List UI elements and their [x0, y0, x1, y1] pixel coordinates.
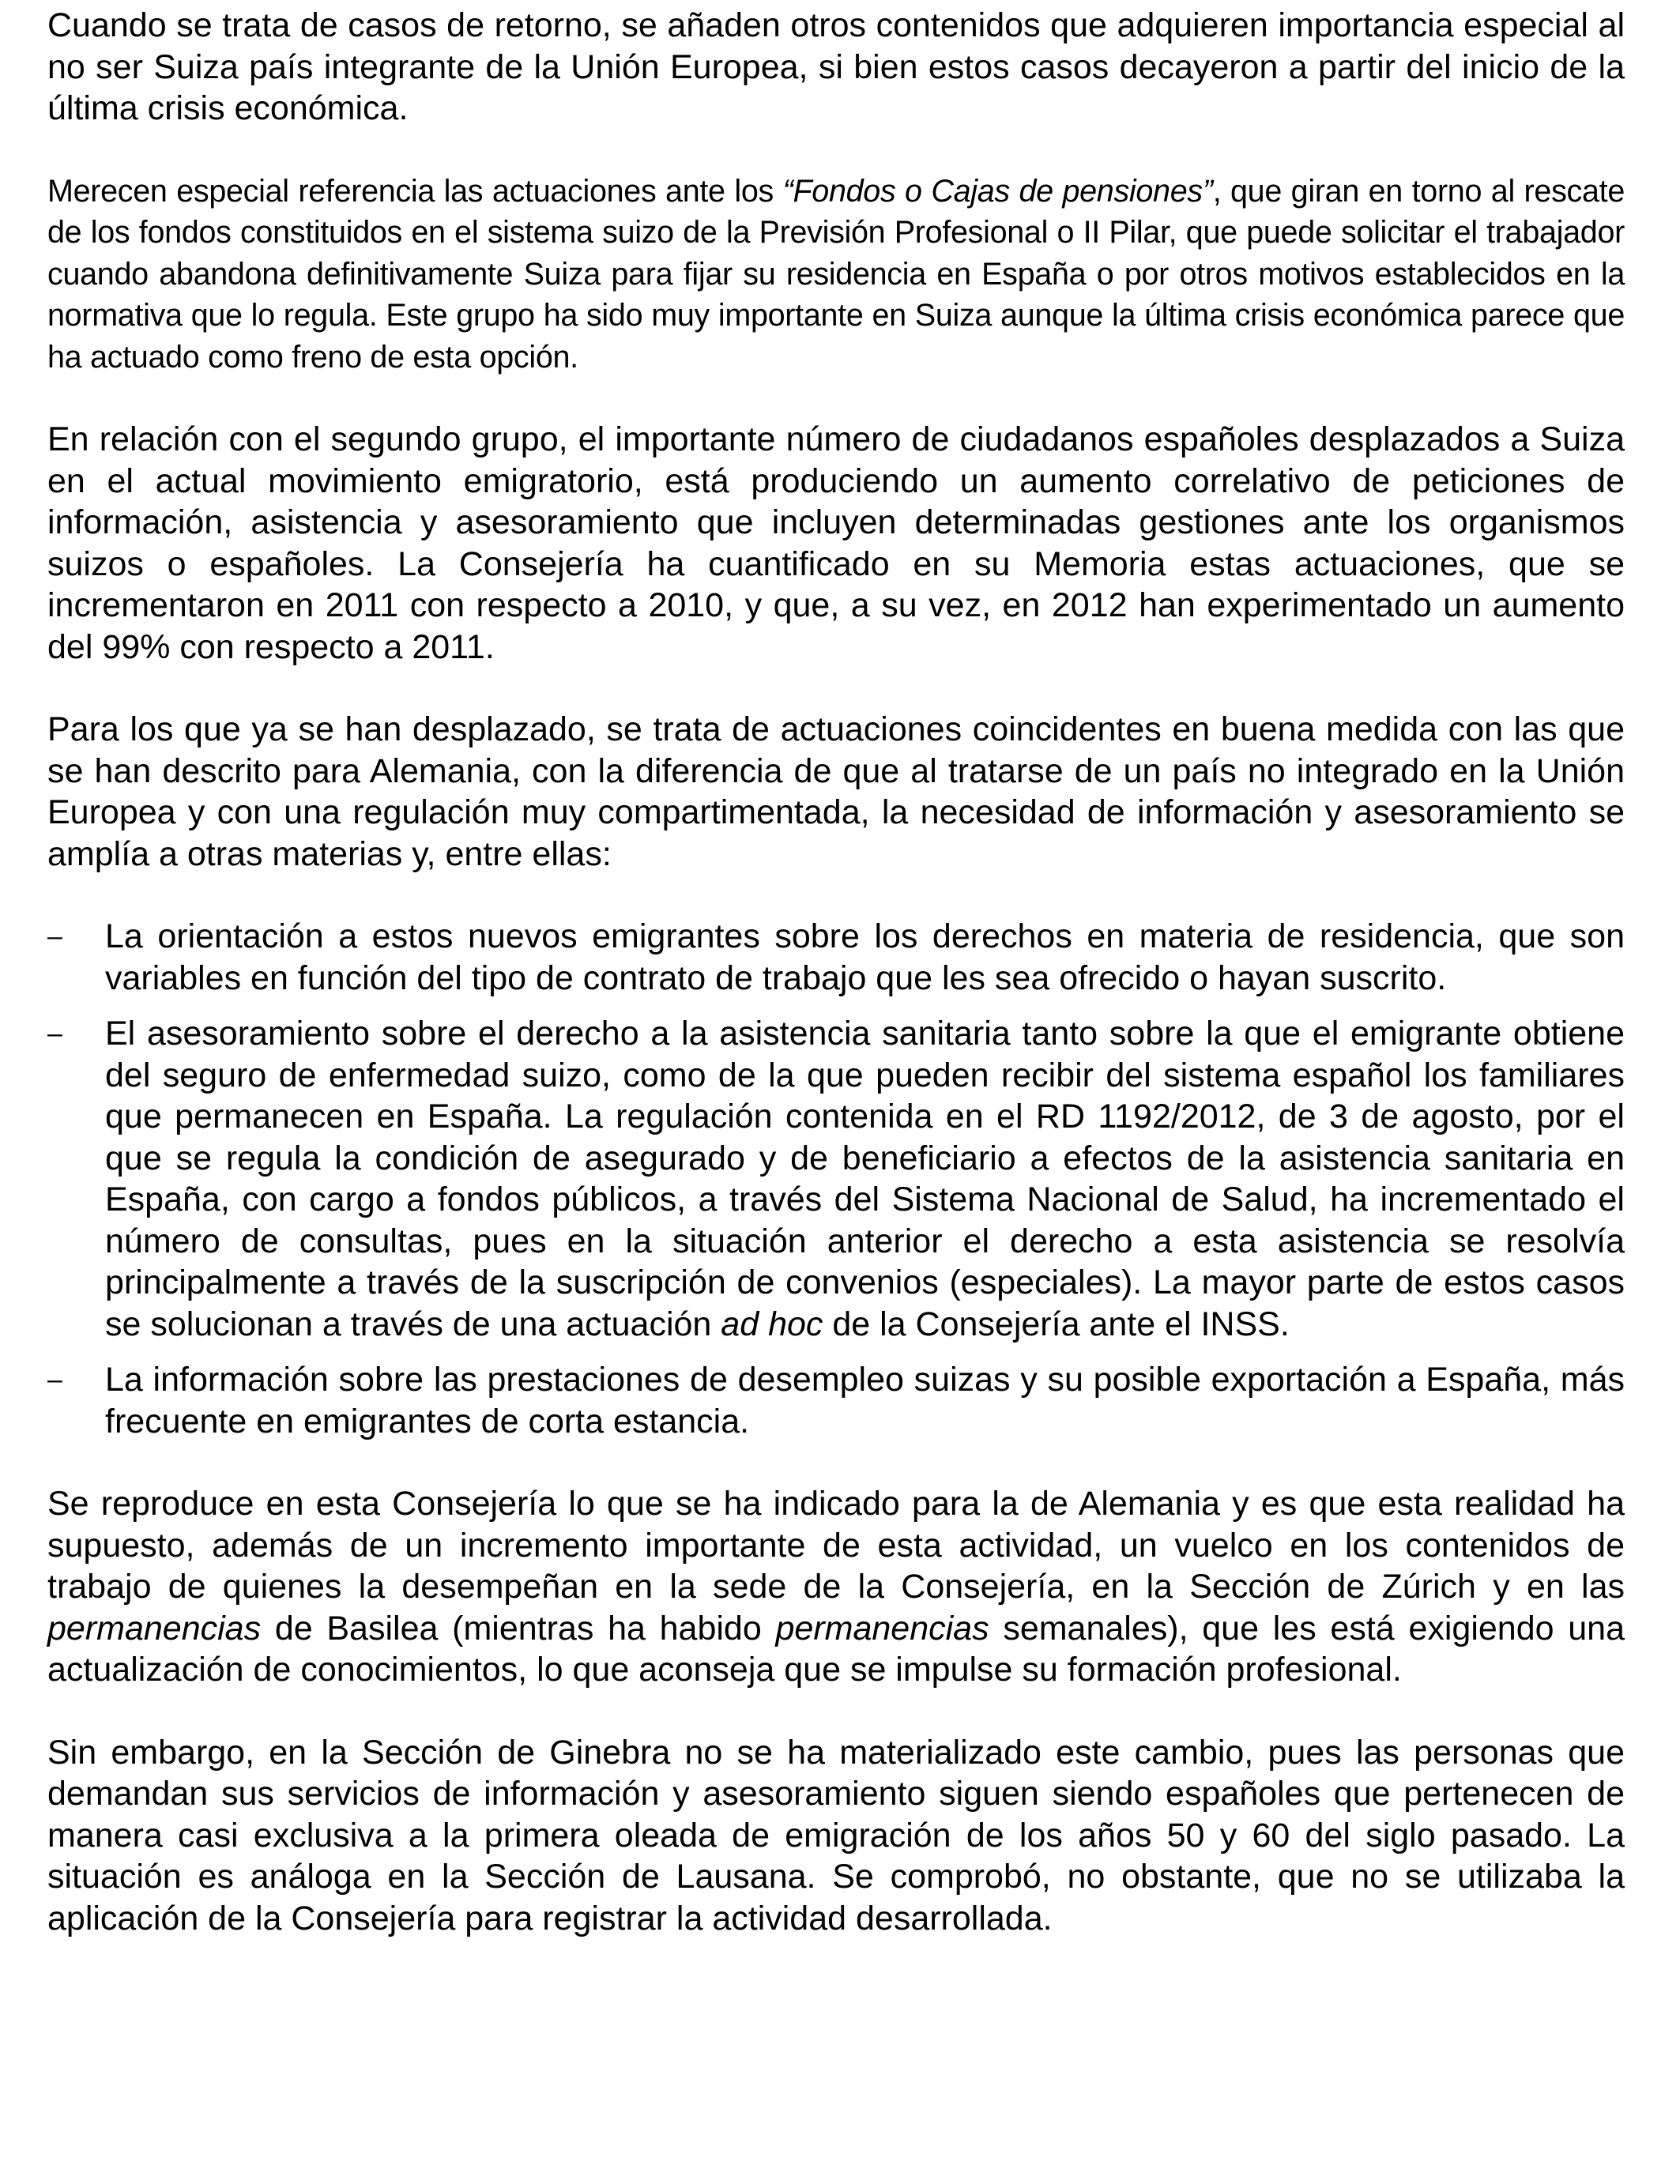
italic-term: ad hoc — [721, 1305, 823, 1343]
paragraph-retorno — [47, 5, 1625, 130]
paragraph-text: Merecen especial referencia las actuaciones ante los — [47, 173, 783, 209]
paragraph-text: Cuando se trata de casos de retorno, se añaden otros contenidos que adquieren importancia especial al no ser Suiza país integrante de la Unión Europea, si bien estos casos decayeron a partir del inicio de la última crisis económica. — [47, 6, 1625, 127]
dash-bullet-icon: – — [47, 1365, 62, 1395]
paragraph-fondos-pensiones — [47, 171, 1625, 378]
paragraph-text: La información sobre las prestaciones de desempleo suizas y su posible exportación a España, más frecuente en emigrantes de corta estancia. — [105, 1361, 1625, 1440]
list-item — [47, 1013, 1625, 1345]
paragraph-text: de la Consejería ante el INSS. — [823, 1305, 1290, 1343]
italic-term: permanencias — [47, 1609, 262, 1647]
paragraph-ginebra — [47, 1732, 1625, 1940]
paragraph-text: semanales), que les está exigiendo una actualización de conocimientos, lo que aconseja que se impulse su formación profesional. — [47, 1609, 1625, 1689]
paragraph-text: La orientación a estos nuevos emigrantes sobre los derechos en materia de residencia, que son variables en función del tipo de contrato de trabajo que les sea ofrecido o hayan suscrito. — [105, 917, 1625, 997]
paragraph-text: , que giran en torno al rescate de los fondos constituidos en el sistema suizo de la Previsión Profesional o II Pilar, que puede solicitar el trabajador cuando abandona definitivamente Suiza para fijar su residencia en España o por otros motivos establecidos en la normativa que lo regula. Este grupo ha sido muy importante en Suiza aunque la última crisis económica parece que ha actuado como freno de esta opción. — [47, 173, 1625, 375]
paragraph-text: En relación con el segundo grupo, el importante número de ciudadanos españoles desplazados a Suiza en el actual movimiento emigratorio, está produciendo un aumento correlativo de peticiones de información, asistencia y asesoramiento que incluyen determinadas gestiones ante los organismos suizos o españoles. La Consejería ha cuantificado en su Memoria estas actuaciones, que se incrementaron en 2011 con respecto a 2010, y que, a su vez, en 2012 han experimentado un aumento del 99% con respecto a 2011. — [47, 420, 1625, 666]
list-item-text — [105, 1359, 1625, 1442]
paragraph-segundo-grupo — [47, 419, 1625, 668]
paragraph-text: Para los que ya se han desplazado, se trata de actuaciones coincidentes en buena medida con las que se han descrito para Alemania, con la diferencia de que al tratarse de un país no integrado en la Unión Europea y con una regulación muy compartimentada, la necesidad de información y asesoramiento se amplía a otras materias y, entre ellas: — [47, 710, 1625, 873]
dash-bullet-icon: – — [47, 921, 62, 951]
dash-bullet-icon: – — [47, 1019, 62, 1049]
italic-term: “Fondos o Cajas de pensiones” — [782, 173, 1213, 209]
paragraph-consejeria-alemania — [47, 1483, 1625, 1691]
list-item — [47, 916, 1625, 999]
document-page — [47, 5, 1625, 1939]
paragraph-desplazados — [47, 709, 1625, 875]
list-item-text — [105, 916, 1625, 999]
list-item-text — [105, 1013, 1625, 1345]
paragraph-text: Se reproduce en esta Consejería lo que se ha indicado para la de Alemania y es que esta realidad ha supuesto, además de un incremento importante de esta actividad, un vuelco en los contenidos de trabajo de quienes la desempeñan en la sede de la Consejería, en la Sección de Zúrich y en las — [47, 1485, 1625, 1606]
paragraph-text: de Basilea (mientras ha habido — [261, 1609, 776, 1647]
italic-term: permanencias — [775, 1609, 989, 1647]
paragraph-text: El asesoramiento sobre el derecho a la asistencia sanitaria tanto sobre la que el emigrante obtiene del seguro de enfermedad suizo, como de la que pueden recibir del sistema español los familiares que permanecen en España. La regulación contenida en el RD 1192/2012, de 3 de agosto, por el que se regula la condición de asegurado y de beneficiario a efectos de la asistencia sanitaria en España, con cargo a fondos públicos, a través del Sistema Nacional de Salud, ha incrementado el número de consultas, pues en la situación anterior el derecho a esta asistencia se resolvía principalmente a través de la suscripción de convenios (especiales). La mayor parte de estos casos se solucionan a través de una actuación — [105, 1015, 1625, 1343]
list-item — [47, 1359, 1625, 1442]
paragraph-text: Sin embargo, en la Sección de Ginebra no se ha materializado este cambio, pues las personas que demandan sus servicios de información y asesoramiento siguen siendo españoles que pertenecen de manera casi exclusiva a la primera oleada de emigración de los años 50 y 60 del siglo pasado. La situación es análoga en la Sección de Lausana. Se comprobó, no obstante, que no se utilizaba la aplicación de la Consejería para registrar la actividad desarrollada. — [47, 1733, 1625, 1937]
